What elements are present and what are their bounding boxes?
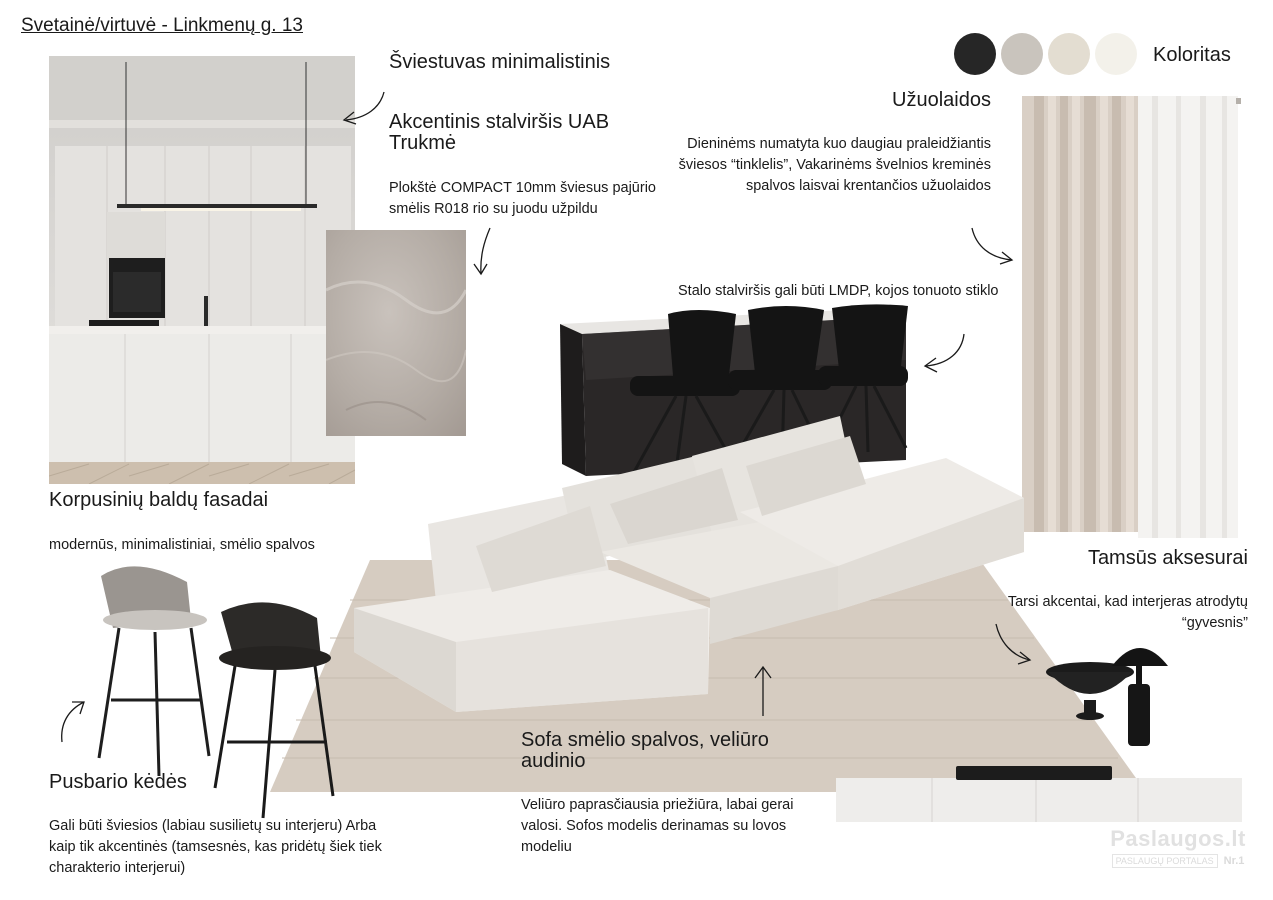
curved-arrow-icon	[340, 88, 390, 128]
cabinets-text: modernūs, minimalistiniai, smėlio spalvos	[49, 537, 315, 553]
watermark-logo	[1108, 826, 1248, 868]
curved-arrow-icon	[966, 224, 1018, 268]
curtains-photo	[1020, 96, 1242, 538]
up-arrow-icon	[752, 664, 774, 718]
curved-arrow-icon	[990, 620, 1036, 666]
palette-label: Koloritas	[1153, 44, 1231, 66]
countertop-sample	[326, 230, 466, 436]
sofa-heading: Sofa smėlio spalvos, veliūro audinio	[521, 729, 769, 772]
curved-arrow-icon	[920, 330, 970, 374]
accessories-text: Tarsi akcentai, kad interjeras atrodytų “gyvesnis”	[1007, 594, 1248, 631]
color-palette	[954, 33, 1137, 75]
swatch-greige	[1001, 33, 1043, 75]
accessories-heading: Tamsūs aksesurai	[1087, 547, 1248, 569]
curved-arrow-icon	[470, 226, 496, 278]
watermark-sub: PASLAUGŲ PORTALAS	[1112, 854, 1218, 868]
stools-heading: Pusbario kėdės	[49, 771, 187, 793]
accessories-photo	[1044, 636, 1174, 748]
stools-text: Gali būti šviesios (labiau susilietų su interjeru) Arba kaip tik akcentinės (tamsesnės, kas pridėtų šiek tiek charakterio interjerui)	[49, 818, 382, 876]
countertop-heading: Akcentinis stalviršis UAB Trukmė	[389, 111, 610, 154]
swatch-black	[954, 33, 996, 75]
curved-arrow-icon	[54, 696, 94, 746]
curtains-text: Dieninėms numatyta kuo daugiau praleidžiantis šviesos “tinklelis”, Vakarinėms švelnios kreminės spalvos laisvai krentančios užuolaidos	[678, 136, 991, 194]
sofa-photo	[350, 416, 1026, 712]
kitchen-photo	[49, 56, 355, 484]
cabinets-heading: Korpusinių baldų fasadai	[49, 489, 269, 511]
swatch-beige	[1048, 33, 1090, 75]
sideboard-photo	[836, 764, 1242, 822]
countertop-text: Plokštė COMPACT 10mm šviesus pajūrio smėlis R018 rio su juodu užpildu	[389, 180, 656, 217]
lamp-heading: Šviestuvas minimalistinis	[389, 51, 611, 73]
curtains-heading: Užuolaidos	[892, 89, 991, 111]
sofa-text: Veliūro paprasčiausia priežiūra, labai gerai valosi. Sofos modelis derinamas su lovos modeliu	[521, 797, 794, 855]
watermark-badge: Nr.1	[1223, 855, 1245, 867]
page-title: Svetainė/virtuvė - Linkmenų g. 13	[21, 15, 303, 36]
table-text: Stalo stalviršis gali būti LMDP, kojos tonuoto stiklo	[678, 283, 999, 299]
watermark-brand: Paslaugos.lt	[1110, 826, 1246, 851]
swatch-offwhite	[1095, 33, 1137, 75]
